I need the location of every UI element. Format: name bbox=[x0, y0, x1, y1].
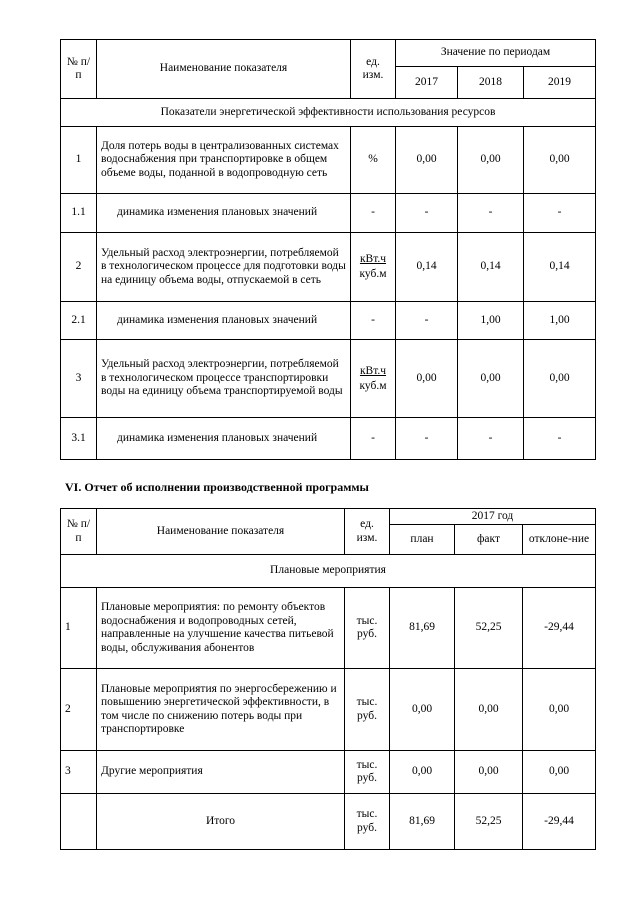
row-value: 0,00 bbox=[455, 669, 523, 751]
total-value: -29,44 bbox=[523, 794, 596, 850]
row-value: - bbox=[458, 418, 524, 460]
row-name: Плановые мероприятия по энергосбережению и повышению энергетической эффективности, в том числе по снижению потерь воды при транспортировке bbox=[97, 669, 345, 751]
row-value: - bbox=[396, 194, 458, 233]
header-year: 2017 bbox=[396, 67, 458, 99]
row-value: 52,25 bbox=[455, 588, 523, 669]
row-num: 1.1 bbox=[61, 194, 97, 233]
row-num: 3.1 bbox=[61, 418, 97, 460]
section-title: VI. Отчет об исполнении производственной программы bbox=[65, 480, 369, 494]
table-row bbox=[61, 588, 596, 669]
row-value: 0,14 bbox=[396, 233, 458, 302]
row-num: 3 bbox=[61, 751, 97, 794]
row-value: 81,69 bbox=[390, 588, 455, 669]
header-name: Наименование показателя bbox=[97, 40, 351, 99]
row-value: - bbox=[396, 418, 458, 460]
row-unit: тыс. руб. bbox=[345, 588, 390, 669]
row-value: - bbox=[524, 194, 596, 233]
row-value: 0,00 bbox=[458, 340, 524, 418]
row-num: 1 bbox=[61, 588, 97, 669]
row-value: - bbox=[396, 302, 458, 340]
row-num: 3 bbox=[61, 340, 97, 418]
unit-numerator: кВт.ч bbox=[359, 364, 387, 377]
row-num: 2.1 bbox=[61, 302, 97, 340]
row-value: 0,00 bbox=[524, 340, 596, 418]
header-year: 2019 bbox=[524, 67, 596, 99]
row-unit bbox=[351, 340, 396, 418]
row-value: 1,00 bbox=[524, 302, 596, 340]
header-deviation: отклоне-ние bbox=[523, 525, 596, 555]
header-num: № п/п bbox=[61, 509, 97, 555]
row-name: динамика изменения плановых значений bbox=[97, 418, 351, 460]
header-fact: факт bbox=[455, 525, 523, 555]
header-year: 2017 год bbox=[390, 509, 596, 525]
table-row bbox=[61, 418, 596, 460]
row-name: Удельный расход электроэнергии, потребляемой в технологическом процессе транспортировки воды на единицу объема транспортируемой воды bbox=[97, 340, 351, 418]
unit-denominator: куб.м bbox=[359, 268, 387, 280]
row-unit bbox=[351, 233, 396, 302]
section-row: Показатели энергетической эффективности использования ресурсов bbox=[61, 99, 596, 127]
energy-efficiency-table bbox=[60, 39, 596, 460]
row-num: 2 bbox=[61, 233, 97, 302]
row-num: 2 bbox=[61, 669, 97, 751]
row-value: 0,00 bbox=[396, 127, 458, 194]
row-value: 0,00 bbox=[455, 751, 523, 794]
header-year: 2018 bbox=[458, 67, 524, 99]
table-row bbox=[61, 233, 596, 302]
unit-denominator: куб.м bbox=[359, 379, 387, 392]
header-unit: ед. изм. bbox=[351, 40, 396, 99]
table-row bbox=[61, 751, 596, 794]
row-unit: - bbox=[351, 418, 396, 460]
row-value: 0,00 bbox=[523, 669, 596, 751]
row-unit: % bbox=[351, 127, 396, 194]
row-value: 0,00 bbox=[523, 751, 596, 794]
row-unit: тыс. руб. bbox=[345, 669, 390, 751]
total-value: 81,69 bbox=[390, 794, 455, 850]
row-value: 0,00 bbox=[390, 669, 455, 751]
row-value: 0,00 bbox=[396, 340, 458, 418]
header-num: № п/п bbox=[61, 40, 97, 99]
production-program-table bbox=[60, 508, 596, 850]
row-name: Плановые мероприятия: по ремонту объектов водоснабжения и водопроводных сетей, направленные на улучшение качества питьевой воды, обслуживания абонентов bbox=[97, 588, 345, 669]
total-num bbox=[61, 794, 97, 850]
table-row bbox=[61, 127, 596, 194]
row-unit: - bbox=[351, 302, 396, 340]
row-value: 0,00 bbox=[458, 127, 524, 194]
total-row bbox=[61, 794, 596, 850]
total-unit: тыс. руб. bbox=[345, 794, 390, 850]
total-label: Итого bbox=[97, 794, 345, 850]
table-row bbox=[61, 194, 596, 233]
header-periods: Значение по периодам bbox=[396, 40, 596, 67]
table-row bbox=[61, 669, 596, 751]
section-row: Плановые мероприятия bbox=[61, 555, 596, 588]
row-value: -29,44 bbox=[523, 588, 596, 669]
row-value: - bbox=[524, 418, 596, 460]
row-name: динамика изменения плановых значений bbox=[97, 194, 351, 233]
row-unit: тыс. руб. bbox=[345, 751, 390, 794]
row-name: Доля потерь воды в централизованных системах водоснабжения при транспортировке в общем объеме воды, поданной в водопроводную сеть bbox=[97, 127, 351, 194]
header-name: Наименование показателя bbox=[97, 509, 345, 555]
row-unit: - bbox=[351, 194, 396, 233]
row-value: 0,14 bbox=[458, 233, 524, 302]
header-plan: план bbox=[390, 525, 455, 555]
row-name: динамика изменения плановых значений bbox=[97, 302, 351, 340]
row-num: 1 bbox=[61, 127, 97, 194]
row-value: - bbox=[458, 194, 524, 233]
row-value: 0,00 bbox=[390, 751, 455, 794]
table-row bbox=[61, 302, 596, 340]
unit-numerator: кВт.ч bbox=[359, 253, 387, 265]
row-value: 1,00 bbox=[458, 302, 524, 340]
row-value: 0,14 bbox=[524, 233, 596, 302]
row-value: 0,00 bbox=[524, 127, 596, 194]
total-value: 52,25 bbox=[455, 794, 523, 850]
row-name: Удельный расход электроэнергии, потребляемой в технологическом процессе для подготовки воды на единицу объема воды, отпускаемой в сеть bbox=[97, 233, 351, 302]
row-name: Другие мероприятия bbox=[97, 751, 345, 794]
header-unit: ед. изм. bbox=[345, 509, 390, 555]
table-row bbox=[61, 340, 596, 418]
